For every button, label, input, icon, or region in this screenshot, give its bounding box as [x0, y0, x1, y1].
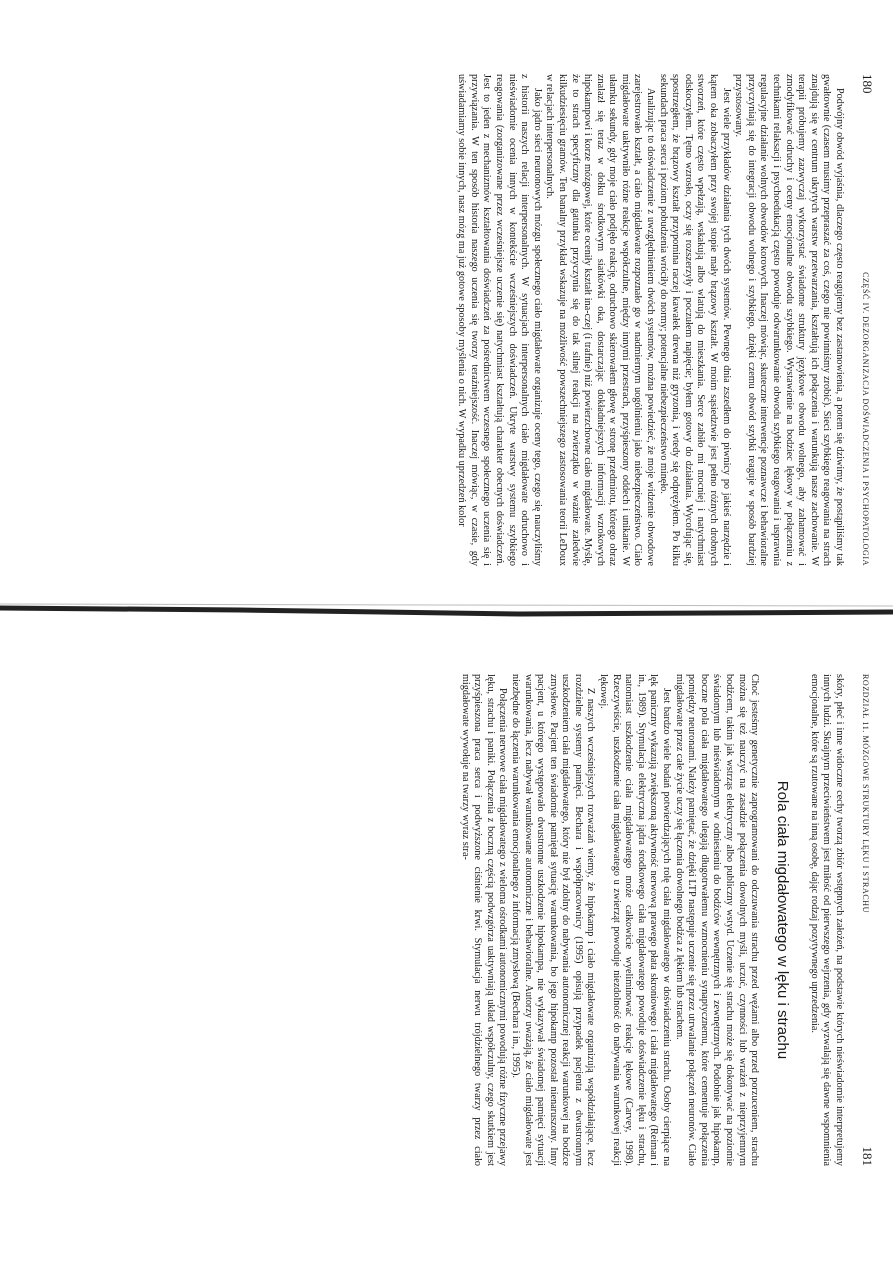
page-number: 181	[860, 1146, 875, 1166]
running-header	[859, 674, 875, 1166]
page-number: 180	[860, 74, 875, 94]
gutter-shadow	[0, 602, 893, 642]
book-gutter	[0, 602, 893, 616]
paragraph: Analizując to doświadczenie z uwzględnieniem dwóch systemów, można powiedzieć, że moje widzenie obwodowe zarejestrowało kształt, a ciało migdałowate rozpoznało go w nadmiernym uogólnieniu jako niebezpieczeństwo. Ciało migdałowate uaktywniło różne reakcje współczulne, między innymi przestrach, przyśpieszony oddech i unikanie. W ułamku sekundy, gdy moje ciało podjęło reakcję, odruchowo skierowałem głowę w stronę przedmiotu, którego obraz znalazł się teraz w dołku środkowym siatkówki oka, dostarczając dokładniejszych informacji wzrokowych hipokampowi i korze mózgowej, które oceniły kształt ina-czej (i trafnie) niż powierzchowne ciało migdałowate. Myślę, że to strach specyficzny dla gatunku przyczynia się do tak silnej reakcji na zwierzątko w ważnie zaledwie kilkudziesięciu gramów. Ten banalny przykład wskazuje na możliwość powszechniejszego zastosowania teorii LeDoux w relacjach interpersonalnych.	[544, 74, 657, 566]
paragraph: Jako jądro sieci neuronowych mózgu społecznego ciało migdałowate organizuje oceny tego, czego się nauczyliśmy z historii naszych relacji interpersonalnych. W sytuacjach interpersonalnych ciało migdałowate odruchowo i nieświadomie ocenia innych w kontekście wcześniejszych doświadczeń. Ukryte warstwy systemu szybkiego reagowania (zorganizowane przez wcześniejsze uczenie się) natychmiast kształtują charakter obecnych doświadczeń. Jest to jeden z mechanizmów kształtowania doświadczeń za pośrednictwem wczesnego społecznego uczenia się i przywiązania. W ten sposób historia naszego uczenia się tworzy teraźniejszość. Inaczej mówiąc, w czasie, gdy uświadamiamy sobie innych, nasz mózg ma już gotowe sposoby myślenia o nich. W wypadku uprzedzeń kolor	[456, 74, 543, 566]
paragraph: skóry, płeć i inne widoczne cechy tworzą zbiór wstępnych założeń, na podstawie których nieświadomie interpretujemy innych ludzi. Skrajnym przeciwieństwem jest miłość od pierwszego wejrzenia, gdy wyzwalają się dawne wspomnienia emocjonalne, które są rzutowane na inną osobę, dając rodzaj pozytywnego uprzedzenia.	[808, 674, 845, 1166]
paragraph: Choć jesteśmy genetycznie zaprogramowani do odczuwania strachu przed wężami albo przed porzuceniem, strachu można się też nauczyć na zasadzie połączenia dowolnych myśli, uczuć, czynności lub wrażeń z nieprzyjemnym bodźcem, takim jak wstrząs elektryczny albo publiczny wstyd. Uczenie się strachu może się dokonywać na poziomie świadomym lub nieświadomym w odniesieniu do bodźców wewnętrznych i zewnętrznych. Podobnie jak hipokamp, boczne pola ciała migdałowatego ulegają długotrwałemu wzmocnieniu synaptycznemu, które cementuje połączenia pomiędzy neuronami. Należy pamiętać, że dzięki LTP następuje uczenie się przez utrwalanie połączeń neuronów. Ciało migdałowate przez całe życie uczy się łączenia dowolnego bodźca z lękiem lub strachem.	[673, 674, 761, 1166]
page-180-content	[455, 74, 875, 566]
page-body	[455, 74, 845, 566]
page-180-rotated	[0, 40, 893, 600]
page-body	[458, 674, 845, 1166]
running-header-title: ROZDZIAŁ 11. MÓZGOWE STRUKTURY LĘKU I STRACHU	[861, 674, 870, 914]
page-181-content	[458, 674, 875, 1166]
page-181-rotated	[0, 640, 893, 1200]
paragraph: Jest wiele przykładów działania tych dwóch systemów. Pewnego dnia zszedłem do piwnicy po jakieś narzędzie i kątem oka zobaczyłem przy swojej stopie mały brązowy kształt. W moim sąsiedztwie jest pełno różnych drobnych stworzeń, które często wpełzają, wskakują albo wlatują do mieszkania. Serce zabiło mi mocniej i natychmiast odskoczyłem. Tętno wzrosło, oczy się rozszerzyły i poczułem napięcie; byłem gotowy do działania. Wycofując się, spostrzegłem, że brązowy kształt przypomina raczej kawałek drewna niż gryzonia, i wtedy się odprężyłem. Po kilku sekundach praca serca i poziom pobudzenia wróciły do normy; potencjalne niebezpieczeństwo minęło.	[657, 74, 732, 566]
section-heading: Rola ciała migdałowatego w lęku i strachu	[774, 780, 792, 1060]
paragraph: Połączenia nerwowe ciała migdałowatego z wieloma ośrodkami autonomicznymi powodują różne fizyczne przejawy lęku, strachu i paniki. Połączenia z boczną częścią podwzgórza uaktywniają układ współczulny, czego skutkiem jest przyśpieszona praca serca i podwyższone ciśnienie krwi. Stymulacja nerwu trójdzielnego twarzy przez ciało migdałowate wywołuje na twarzy wyraz stra-	[459, 674, 509, 1166]
running-header-title: CZĘŚĆ IV. DEZORGANIZACJA DOŚWIADCZENIA I PSYCHOPATOLOGIA	[861, 272, 870, 566]
paragraph: Podwójny obwód wyjaśnia, dlaczego często reagujemy bez zastanowienia, a potem się dziwimy, że postąpiliśmy tak gwałtownie (czasem musimy przepraszać za coś, czego nie powinniśmy zrobić). Sieci szybkiego reagowania na strach znajdują się w centrum ukrytych warstw przetwarzania, kształtują ich połączenia i warunkują nasze zachowanie. W terapii próbujemy zazwyczaj wykorzystać świadome struktury językowe obwodu wolnego, aby zahamować i zmodyfikować odruchy i oceny emocjonalne obwodu szybkiego. Wystawienie na bodziec lękowy w połączeniu z technikami relaksacji i psychoedukacją często powoduje odwarunkowanie obwodu szybkiego reagowania i usprawnia regulacyjne działanie wolnych obwodów korowych. Inaczej mówiąc, skuteczne interwencje poznawcze i behawioralne przyczyniają się do integracji obwodu wolnego i szybkiego, dzięki czemu obwód szybki reaguje w sposób bardziej przystosowany.	[733, 74, 845, 566]
running-header	[859, 74, 875, 566]
paragraph: Jest bardzo wiele badań potwierdzających rolę ciała migdałowatego w doświadczeniu strachu. Osoby cierpiące na lęk paniczny wykazują zwiększoną aktywność nerwową prawego płata skroniowego i ciała migdałowatego (Reiman i in., 1989). Stymulacja elektryczna jądra środkowego ciała migdałowatego powoduje doświadczenie lęku i strachu, natomiast uszkodzenie ciała migdałowatego może całkowicie wyeliminować reakcje lękowe (Carvey, 1998). Rzeczywiście, uszkodzenie ciała migdałowatego u zwierząt powoduje niezdolność do nabywania warunkowej reakcji lękowej.	[598, 674, 673, 1166]
page-180	[0, 40, 893, 600]
page-181	[0, 640, 893, 1200]
paragraph: Z naszych wcześniejszych rozważań wiemy, że hipokamp i ciało migdałowate organizują współdziałające, lecz rozdzielne systemy pamięci. Bechara i współpracownicy (1995) opisują przypadek pacjenta z dwustronnym uszkodzeniem ciała migdałowatego, który nie był zdolny do nabywania autonomicznej reakcji warunkowej na bodźce zmysłowe. Pacjent ten świadomie pamiętał sytuację warunkowania, bo jego hipokamp pozostał nienaruszony. Inny pacjent, u którego występowało dwustronne uszkodzenie hipokampa, nie wykazywał świadomej pamięci sytuacji warunkowania, lecz nabywał warunkowane autonomiczne i behawioralne. Autorzy uważają, że ciało migdałowate jest niezbędne do łączenia warunkowania emocjonalnego z informacją zmysłową (Bechara i in., 1995).	[509, 674, 597, 1166]
